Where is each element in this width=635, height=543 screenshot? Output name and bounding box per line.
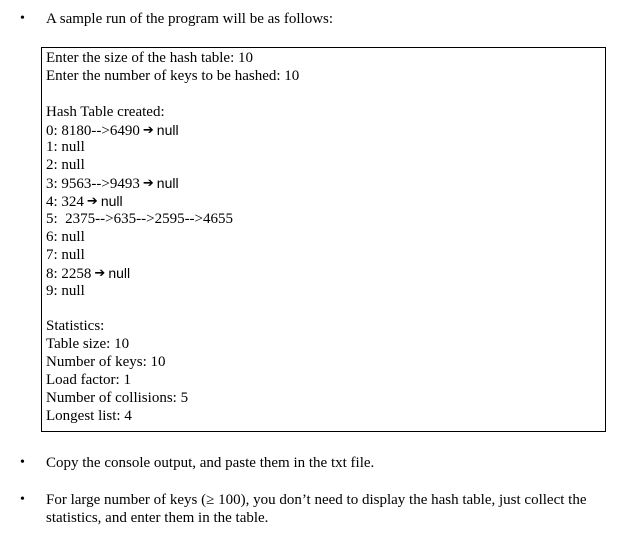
bullet-copy: •	[20, 455, 25, 470]
hash-table-row	[46, 122, 605, 140]
prompt-key-count: Enter the number of keys to be hashed: 10	[46, 67, 300, 84]
blank-line	[46, 300, 605, 318]
arrow-right-icon: ➔	[86, 194, 98, 210]
row-chain-text: 0: 8180-->6490	[46, 122, 140, 139]
hash-table-row	[46, 283, 605, 301]
hash-table-row	[46, 247, 605, 265]
arrow-right-icon: ➔	[94, 265, 106, 281]
hash-table-row	[46, 157, 605, 175]
statistic-line: Table size: 10	[46, 336, 130, 353]
statistic-line: Longest list: 4	[46, 407, 132, 424]
hash-table-row	[46, 211, 605, 229]
statistic-line: Load factor: 1	[46, 372, 131, 389]
row-null-terminator: null	[156, 175, 179, 192]
row-chain-text: 7: null	[46, 246, 85, 263]
row-null-terminator: null	[100, 193, 123, 210]
row-null-terminator: null	[156, 121, 179, 138]
arrow-right-icon: ➔	[142, 176, 154, 192]
prompt-table-size: Enter the size of the hash table: 10	[46, 50, 254, 66]
row-chain-text: 8: 2258	[46, 265, 92, 282]
row-chain-text: 4: 324	[46, 194, 84, 211]
hash-table-header: Hash Table created:	[46, 103, 165, 120]
row-null-terminator: null	[108, 264, 131, 281]
hash-table-rows	[46, 122, 605, 301]
row-chain-text: 5: 2375-->635-->2595-->4655	[46, 211, 234, 228]
row-chain-text: 1: null	[46, 139, 85, 156]
statistic-line: Number of collisions: 5	[46, 389, 189, 406]
statistics-list	[46, 336, 605, 425]
statistic-line: Number of keys: 10	[46, 354, 166, 371]
row-chain-text: 9: null	[46, 282, 85, 299]
arrow-right-icon: ➔	[142, 122, 154, 138]
hash-table-row	[46, 229, 605, 247]
hash-table-row	[46, 265, 605, 283]
bullet-intro: •	[20, 11, 25, 26]
hash-table-row	[46, 193, 605, 211]
hash-table-row	[46, 175, 605, 193]
hash-table-row	[46, 139, 605, 157]
copy-instruction-text: Copy the console output, and paste them in the txt file.	[46, 455, 375, 471]
console-output-box	[41, 47, 606, 432]
row-chain-text: 3: 9563-->9493	[46, 176, 140, 193]
bullet-large-keys: •	[20, 492, 25, 507]
intro-text: A sample run of the program will be as follows:	[46, 11, 334, 27]
row-chain-text: 6: null	[46, 228, 85, 245]
large-keys-instruction-text: For large number of keys (≥ 100), you don’t need to display the hash table, just collect the statistics, and enter them in the table.	[46, 492, 587, 526]
row-chain-text: 2: null	[46, 157, 85, 174]
blank-line	[46, 86, 605, 104]
statistics-header: Statistics:	[46, 318, 105, 335]
